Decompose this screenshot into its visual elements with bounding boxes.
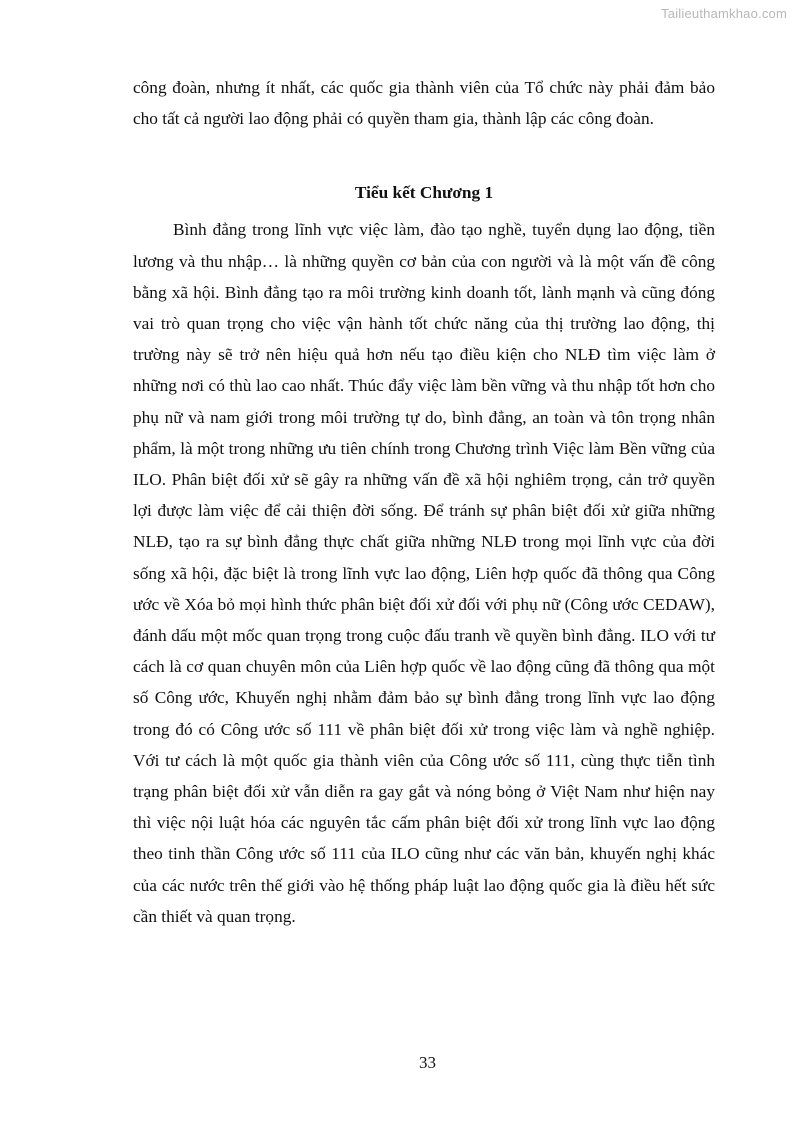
document-page [133,72,715,932]
watermark: Tailieuthamkhao.com [661,6,787,21]
page-number: 33 [419,1053,436,1072]
opening-paragraph: công đoàn, nhưng ít nhất, các quốc gia thành viên của Tổ chức này phải đảm bảo cho tất cả người lao động phải có quyền tham gia, thành lập các công đoàn. [133,78,715,129]
section-heading: Tiểu kết Chương 1 [354,183,494,203]
body-paragraph: Bình đẳng trong lĩnh vực việc làm, đào tạo nghề, tuyển dụng lao động, tiền lương và thu nhập… là những quyền cơ bản của con người và là một vấn đề công bằng xã hội. Bình đẳng tạo ra môi trường kinh doanh tốt, lành mạnh và cũng đóng vai trò quan trọng cho việc vận hành tốt chức năng của thị trường lao động, thị trường này sẽ trở nên hiệu quả hơn nếu tạo điều kiện cho NLĐ tìm việc làm ở những nơi có thù lao cao nhất. Thúc đẩy việc làm bền vững và thu nhập tốt hơn cho phụ nữ và nam giới trong môi trường tự do, bình đẳng, an toàn và tôn trọng nhân phẩm, là một trong những ưu tiên chính trong Chương trình Việc làm Bền vững của ILO. Phân biệt đối xử sẽ gây ra những vấn đề xã hội nghiêm trọng, cản trở quyền lợi được làm việc để cải thiện đời sống. Để tránh sự phân biệt đối xử giữa những NLĐ, tạo ra sự bình đẳng thực chất giữa những NLĐ trong mọi lĩnh vực của đời sống xã hội, đặc biệt là trong lĩnh vực lao động, Liên hợp quốc đã thông qua Công ước về Xóa bỏ mọi hình thức phân biệt đối xử đối với phụ nữ (Công ước CEDAW), đánh dấu một mốc quan trọng trong cuộc đấu tranh về quyền bình đẳng. ILO với tư cách là cơ quan chuyên môn của Liên hợp quốc về lao động cũng đã thông qua một số Công ước, Khuyến nghị nhằm đảm bảo sự bình đẳng trong lĩnh vực lao động trong đó có Công ước số 111 về phân biệt đối xử trong việc làm và nghề nghiệp. Với tư cách là một quốc gia thành viên của Công ước số 111, cùng thực tiễn tình trạng phân biệt đối xử vẫn diễn ra gay gắt và nóng bỏng ở Việt Nam như hiện nay thì việc nội luật hóa các nguyên tắc cấm phân biệt đối xử trong lĩnh vực lao động theo tinh thần Công ước số 111 của ILO cũng như các văn bản, khuyến nghị khác của các nước trên thế giới vào hệ thống pháp luật lao động quốc gia là điều hết sức cần thiết và quan trọng. [133,220,715,926]
